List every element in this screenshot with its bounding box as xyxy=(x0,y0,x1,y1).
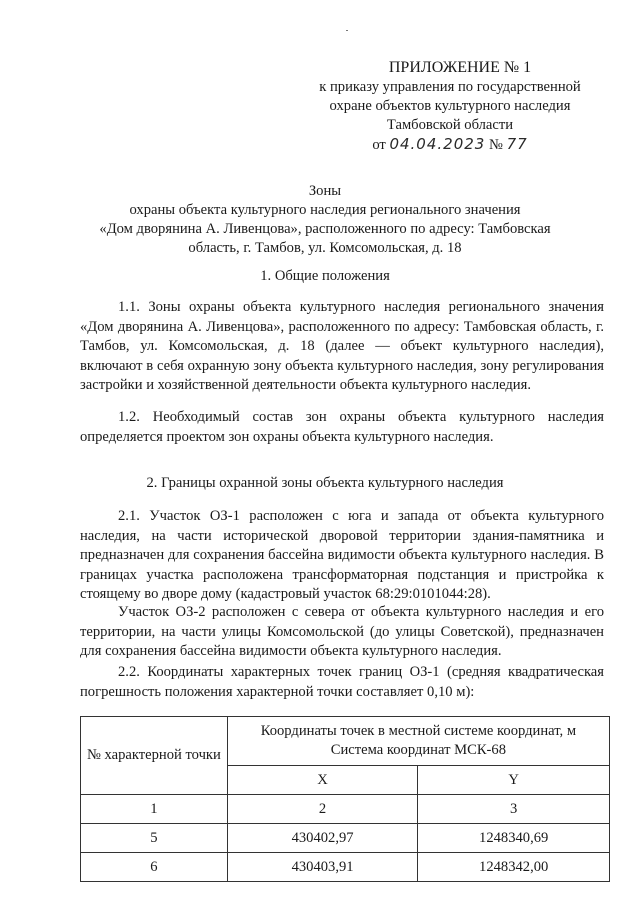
doc-title-line-1: Зоны xyxy=(308,183,342,199)
x-cell: 430402,97 xyxy=(227,824,418,853)
number-prefix: № xyxy=(489,137,503,153)
point-cell: 5 xyxy=(81,824,228,853)
x-header: X xyxy=(227,766,418,795)
numbering-cell: 3 xyxy=(418,795,610,824)
section-2-paragraph-1: 2.1. Участок ОЗ-1 расположен с юга и запада от объекта культурного наследия, на части исторической дворовой территории здания-памятника и предназначен для сохранения бассейна видимости объекта культурного наследия. В границах участка расположена трансформаторная подстанция и пристройка к стоящему во дворе дому (кадастровый участок 68:29:0101044:28). xyxy=(80,508,604,602)
table-row xyxy=(81,853,610,882)
point-cell: 6 xyxy=(81,853,228,882)
section-2-paragraph-2: Участок ОЗ-2 расположен с севера от объекта культурного наследия и его территории, на части улицы Комсомольской (до улицы Советской), предназначен для сохранения бассейна видимости объекта культурного наследия. xyxy=(80,604,604,659)
numbering-cell: 2 xyxy=(227,795,418,824)
appendix-line-1: к приказу управления по государственной xyxy=(319,79,581,95)
appendix-line-3: Тамбовской области xyxy=(386,117,514,133)
point-number-header: № характерной точки xyxy=(81,717,228,795)
y-cell: 1248342,00 xyxy=(418,853,610,882)
handwritten-number: 77 xyxy=(506,135,528,153)
scan-speck xyxy=(346,30,348,31)
doc-title-line-4: область, г. Тамбов, ул. Комсомольская, д. 18 xyxy=(188,240,462,256)
coordinates-header-line-1: Координаты точек в местной системе координат, м xyxy=(260,723,577,739)
section-1-heading: 1. Общие положения xyxy=(260,268,390,284)
y-cell: 1248340,69 xyxy=(418,824,610,853)
numbering-cell: 1 xyxy=(81,795,228,824)
appendix-date-line xyxy=(300,135,600,155)
appendix-title: ПРИЛОЖЕНИЕ № 1 xyxy=(388,59,532,76)
table-numbering-row xyxy=(81,795,610,824)
coordinates-header xyxy=(227,717,609,766)
section-1-paragraph-1: 1.1. Зоны охраны объекта культурного наследия регионального значения «Дом дворянина А. Ливенцова», расположенного по адресу: Тамбовская область, г. Тамбов, ул. Комсомольская, д. 18 (далее — объект культурного наследия), включают в себя охранную зону объекта культурного наследия, зону регулирования застройки и хозяйственной деятельности объекта культурного наследия. xyxy=(80,299,604,393)
table-header-row xyxy=(81,717,610,766)
doc-title-line-3: «Дом дворянина А. Ливенцова», расположенного по адресу: Тамбовская xyxy=(99,221,551,237)
section-1-paragraph-2: 1.2. Необходимый состав зон охраны объекта культурного наследия определяется проектом зон охраны объекта культурного наследия. xyxy=(80,409,604,445)
appendix-line-2: охране объектов культурного наследия xyxy=(329,98,571,114)
x-cell: 430403,91 xyxy=(227,853,418,882)
coordinates-table xyxy=(80,716,610,882)
doc-title-line-2: охраны объекта культурного наследия регионального значения xyxy=(129,202,521,218)
section-2-paragraph-3: 2.2. Координаты характерных точек границ ОЗ-1 (средняя квадратическая погрешность положения характерной точки составляет 0,10 м): xyxy=(80,664,604,700)
handwritten-date: 04.04.2023 xyxy=(389,135,486,153)
date-prefix: от xyxy=(372,137,386,153)
coordinates-header-line-2: Система координат МСК-68 xyxy=(330,742,507,758)
section-2-heading: 2. Границы охранной зоны объекта культурного наследия xyxy=(146,475,504,491)
appendix-header xyxy=(300,58,600,155)
document-title xyxy=(80,182,570,258)
y-header: Y xyxy=(418,766,610,795)
table-row xyxy=(81,824,610,853)
